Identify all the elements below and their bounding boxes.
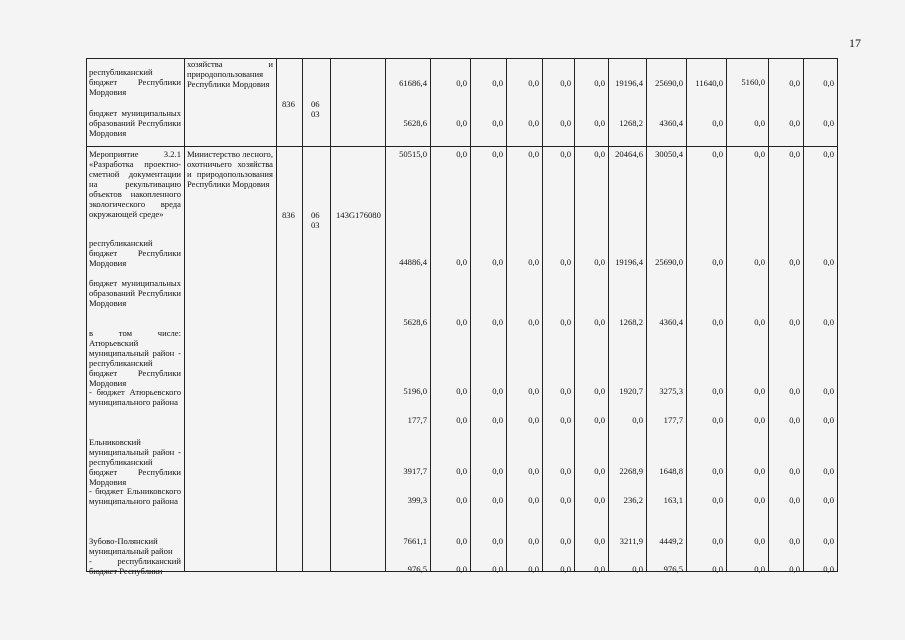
s2-row0-cell: 30050,4 <box>655 149 683 159</box>
s1-rep-cell: 61686,4 <box>399 78 427 88</box>
s2-row0-cell: 0,0 <box>456 149 467 159</box>
section1-label-rep: республиканский бюджет Республики Мордовия <box>89 67 181 97</box>
s2-row1-cell: 0,0 <box>823 257 834 267</box>
s2-row6-cell: 399,3 <box>407 495 427 505</box>
s1-rep-cell: 0,0 <box>492 78 503 88</box>
s2-row5-cell: 0,0 <box>594 466 605 476</box>
s2-row5-cell: 0,0 <box>712 466 723 476</box>
s2-row2-cell: 4360,4 <box>659 317 683 327</box>
s1-rep-cell: 0,0 <box>528 78 539 88</box>
s2-row4-cell: 0,0 <box>492 415 503 425</box>
s2-row4-cell: 0,0 <box>456 415 467 425</box>
s2-row5-cell: 0,0 <box>528 466 539 476</box>
page-number: 17 <box>849 36 861 50</box>
s2-row1-cell: 25690,0 <box>655 257 683 267</box>
s2-row7-cell: 7661,1 <box>403 536 427 546</box>
s2-row8-cell: 0,0 <box>528 564 539 574</box>
s2-row8-cell: 0,0 <box>712 564 723 574</box>
s1-mun-cell: 0,0 <box>528 118 539 128</box>
row-label-atyur-mun: - бюджет Атюрьевского муниципального района <box>89 387 181 407</box>
s1-rep-cell: 11640,0 <box>695 78 723 88</box>
s2-row6-cell: 163,1 <box>663 495 683 505</box>
s2-row4-cell: 177,7 <box>663 415 683 425</box>
s2-row5-cell: 1648,8 <box>659 466 683 476</box>
row-label-eln-mun: - бюджет Ельниковского муниципального района <box>89 486 181 506</box>
s2-row5-cell: 0,0 <box>823 466 834 476</box>
s2-row5-cell: 0,0 <box>754 466 765 476</box>
s2-row8-cell: 976,5 <box>663 564 683 574</box>
s2-row6-cell: 0,0 <box>456 495 467 505</box>
s2-row6-cell: 0,0 <box>754 495 765 505</box>
s2-row1-cell: 0,0 <box>560 257 571 267</box>
s2-row6-cell: 0,0 <box>560 495 571 505</box>
budget-table <box>86 58 838 576</box>
s1-mun-cell: 0,0 <box>789 118 800 128</box>
s2-row4-cell: 0,0 <box>594 415 605 425</box>
event-rz: 06 03 <box>311 210 320 230</box>
s2-row2-cell: 0,0 <box>712 317 723 327</box>
s2-row1-cell: 0,0 <box>528 257 539 267</box>
s2-row0-cell: 0,0 <box>712 149 723 159</box>
row-label-atyur-rep: в том числе: Атюрьевский муниципальный район - республиканский бюджет Республики Мордовия <box>89 328 181 388</box>
s2-row0-cell: 0,0 <box>823 149 834 159</box>
s2-row7-cell: 0,0 <box>560 536 571 546</box>
s2-row2-cell: 0,0 <box>789 317 800 327</box>
s2-row6-cell: 0,0 <box>528 495 539 505</box>
s1-rep-cell: 0,0 <box>594 78 605 88</box>
s2-row6-cell: 236,2 <box>623 495 643 505</box>
s1-rep-cell: 25690,0 <box>655 78 683 88</box>
section1-label-mun: бюджет муниципальных образований Республики Мордовия <box>89 108 181 138</box>
s2-row8-cell: 0,0 <box>594 564 605 574</box>
s2-row3-cell: 0,0 <box>754 386 765 396</box>
s2-row0-cell: 50515,0 <box>399 149 427 159</box>
s1-rep-cell: 0,0 <box>560 78 571 88</box>
s2-row7-cell: 0,0 <box>456 536 467 546</box>
s1-mun-cell: 0,0 <box>492 118 503 128</box>
s2-row0-cell: 0,0 <box>560 149 571 159</box>
s2-row4-cell: 177,7 <box>407 415 427 425</box>
section1-executor: хозяйства и природопользования Республики Мордовия <box>187 59 273 89</box>
s1-mun-cell: 0,0 <box>823 118 834 128</box>
event-label: Мероприятие 3.2.1 «Разработка проектно-сметной документации на рекультивацию объектов накопленного экологического вреда окружающей среде» <box>89 149 181 219</box>
s2-row1-cell: 0,0 <box>594 257 605 267</box>
s1-mun-cell: 0,0 <box>754 118 765 128</box>
s2-row8-cell: 0,0 <box>789 564 800 574</box>
s2-row6-cell: 0,0 <box>492 495 503 505</box>
s2-row6-cell: 0,0 <box>823 495 834 505</box>
s2-row3-cell: 0,0 <box>594 386 605 396</box>
s2-row3-cell: 0,0 <box>492 386 503 396</box>
s2-row3-cell: 0,0 <box>560 386 571 396</box>
s1-mun-cell: 1268,2 <box>619 118 643 128</box>
s2-row4-cell: 0,0 <box>632 415 643 425</box>
s2-row7-cell: 0,0 <box>789 536 800 546</box>
s2-row1-cell: 0,0 <box>492 257 503 267</box>
s2-row1-cell: 0,0 <box>712 257 723 267</box>
s2-row7-cell: 0,0 <box>823 536 834 546</box>
s2-row7-cell: 3211,9 <box>619 536 643 546</box>
s2-row7-cell: 0,0 <box>528 536 539 546</box>
s1-mun-cell: 5628,6 <box>403 118 427 128</box>
s1-mun-cell: 0,0 <box>712 118 723 128</box>
s2-row4-cell: 0,0 <box>754 415 765 425</box>
event-grbs: 836 <box>282 210 295 220</box>
s2-row2-cell: 1268,2 <box>619 317 643 327</box>
row-label-eln-rep: Ельниковский муниципальный район - республиканский бюджет Республики Мордовия <box>89 437 181 487</box>
s2-row3-cell: 0,0 <box>823 386 834 396</box>
s2-row7-cell: 4449,2 <box>659 536 683 546</box>
s2-row7-cell: 0,0 <box>594 536 605 546</box>
s2-row4-cell: 0,0 <box>560 415 571 425</box>
s2-row2-cell: 0,0 <box>492 317 503 327</box>
s2-row4-cell: 0,0 <box>789 415 800 425</box>
s2-row6-cell: 0,0 <box>789 495 800 505</box>
s1-mun-cell: 0,0 <box>560 118 571 128</box>
s2-row0-cell: 0,0 <box>594 149 605 159</box>
s2-row3-cell: 3275,3 <box>659 386 683 396</box>
s2-row3-cell: 1920,7 <box>619 386 643 396</box>
row-label-zub-rep: - республиканский бюджет Республики <box>89 556 181 576</box>
s1-rep-cell: 0,0 <box>823 78 834 88</box>
s2-row2-cell: 0,0 <box>560 317 571 327</box>
s2-row7-cell: 0,0 <box>754 536 765 546</box>
s2-row7-cell: 0,0 <box>492 536 503 546</box>
s2-row7-cell: 0,0 <box>712 536 723 546</box>
s2-row4-cell: 0,0 <box>823 415 834 425</box>
s2-row5-cell: 0,0 <box>492 466 503 476</box>
s1-rep-cell: 0,0 <box>789 78 800 88</box>
s1-rep-cell: 19196,4 <box>615 78 643 88</box>
s1-mun-cell: 0,0 <box>456 118 467 128</box>
s2-row1-cell: 0,0 <box>754 257 765 267</box>
s2-row5-cell: 0,0 <box>789 466 800 476</box>
s2-row8-cell: 0,0 <box>632 564 643 574</box>
s2-row1-cell: 44886,4 <box>399 257 427 267</box>
s2-row6-cell: 0,0 <box>712 495 723 505</box>
s2-row2-cell: 0,0 <box>528 317 539 327</box>
s2-row4-cell: 0,0 <box>712 415 723 425</box>
s2-row1-cell: 0,0 <box>456 257 467 267</box>
s2-row2-cell: 0,0 <box>754 317 765 327</box>
section1-grbs: 836 <box>282 99 295 109</box>
s2-row0-cell: 20464,6 <box>615 149 643 159</box>
s2-row8-cell: 0,0 <box>492 564 503 574</box>
s2-row8-cell: 0,0 <box>560 564 571 574</box>
s1-mun-cell: 0,0 <box>594 118 605 128</box>
row-label-zub: Зубово-Полянский муниципальный район <box>89 536 173 556</box>
section1-rz: 06 03 <box>311 99 320 119</box>
s2-row4-cell: 0,0 <box>528 415 539 425</box>
s2-row0-cell: 0,0 <box>754 149 765 159</box>
s2-row3-cell: 0,0 <box>528 386 539 396</box>
s2-row5-cell: 0,0 <box>560 466 571 476</box>
s2-row3-cell: 0,0 <box>456 386 467 396</box>
s2-row2-cell: 0,0 <box>594 317 605 327</box>
s2-row0-cell: 0,0 <box>528 149 539 159</box>
s2-row1-cell: 0,0 <box>789 257 800 267</box>
s2-row2-cell: 0,0 <box>456 317 467 327</box>
s2-row8-cell: 0,0 <box>456 564 467 574</box>
s2-row0-cell: 0,0 <box>789 149 800 159</box>
event-csr: 143G176080 <box>336 210 381 220</box>
s2-row3-cell: 0,0 <box>712 386 723 396</box>
s2-row2-cell: 0,0 <box>823 317 834 327</box>
s2-row2-cell: 5628,6 <box>403 317 427 327</box>
s2-row3-cell: 0,0 <box>789 386 800 396</box>
s2-row8-cell: 976,5 <box>407 564 427 574</box>
s1-mun-cell: 4360,4 <box>659 118 683 128</box>
s1-rep-cell: 5160,0 <box>741 77 765 87</box>
row-label-mun: бюджет муниципальных образований Республики Мордовия <box>89 278 181 308</box>
s2-row6-cell: 0,0 <box>594 495 605 505</box>
s2-row1-cell: 19196,4 <box>615 257 643 267</box>
s2-row5-cell: 0,0 <box>456 466 467 476</box>
s2-row5-cell: 2268,9 <box>619 466 643 476</box>
row-label-rep: республиканский бюджет Республики Мордовия <box>89 238 181 268</box>
s2-row5-cell: 3917,7 <box>403 466 427 476</box>
s2-row8-cell: 0,0 <box>823 564 834 574</box>
s1-rep-cell: 0,0 <box>456 78 467 88</box>
s2-row3-cell: 5196,0 <box>403 386 427 396</box>
s2-row8-cell: 0,0 <box>754 564 765 574</box>
s2-row0-cell: 0,0 <box>492 149 503 159</box>
event-executor: Министерство лесного, охотничьего хозяйства и природопользования Республики Мордовия <box>187 149 273 189</box>
